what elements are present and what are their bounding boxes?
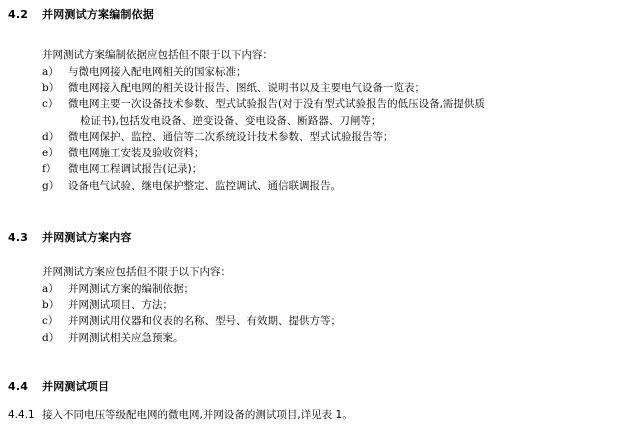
list-text: 微电网工程调试报告(记录)； bbox=[68, 163, 203, 176]
list-item bbox=[42, 313, 612, 329]
subclause-number: 4.4.1 bbox=[8, 409, 35, 421]
list-marker: a） bbox=[42, 65, 59, 78]
list-item bbox=[42, 80, 612, 96]
section-body-4-3 bbox=[8, 265, 612, 346]
list-marker: c） bbox=[42, 98, 59, 111]
list-text: 设备电气试验、继电保护整定、监控调试、通信联调报告。 bbox=[68, 179, 341, 192]
list-item bbox=[42, 64, 612, 80]
section-title: 并网测试项目 bbox=[42, 380, 110, 393]
section-body-4-4 bbox=[8, 408, 612, 424]
list-4-3 bbox=[8, 281, 612, 346]
list-marker: b） bbox=[42, 299, 60, 312]
list-marker: d） bbox=[42, 130, 60, 143]
list-text: 微电网保护、监控、通信等二次系统设计技术参数、型式试验报告等； bbox=[68, 130, 394, 143]
list-item bbox=[42, 96, 612, 129]
list-marker: d） bbox=[42, 331, 60, 344]
list-text: 微电网接入配电网的相关设计报告、图纸、说明书以及主要电气设备一览表； bbox=[68, 82, 425, 95]
list-item bbox=[42, 178, 612, 194]
section-title: 并网测试方案内容 bbox=[42, 231, 132, 244]
section-heading-4-3 bbox=[8, 229, 132, 245]
list-marker: c） bbox=[42, 315, 59, 328]
list-text-line1: 微电网主要一次设备技术参数、型式试验报告(对于没有型式试验报告的低压设备,需提供质 bbox=[68, 98, 485, 111]
section-number: 4.3 bbox=[8, 231, 29, 244]
section-heading-4-2 bbox=[8, 6, 154, 22]
list-marker: e） bbox=[42, 147, 59, 160]
list-text-line2: 检证书),包括发电设备、逆变设备、变电设备、断路器、刀闸等； bbox=[80, 114, 382, 127]
list-text: 并网测试相关应急预案。 bbox=[68, 331, 184, 344]
list-text bbox=[68, 96, 612, 129]
list-marker: b） bbox=[42, 82, 60, 95]
list-item bbox=[42, 297, 612, 313]
section-title: 并网测试方案编制依据 bbox=[42, 8, 154, 21]
list-text: 微电网施工安装及验收资料； bbox=[68, 147, 205, 160]
section-intro: 并网测试方案应包括但不限于以下内容： bbox=[42, 266, 231, 278]
list-text: 并网测试用仪器和仪表的名称、型号、有效期、提供方等； bbox=[68, 315, 341, 328]
section-intro: 并网测试方案编制依据应包括但不限于以下内容： bbox=[42, 49, 273, 61]
list-text: 并网测试项目、方法； bbox=[68, 299, 173, 312]
list-item bbox=[42, 129, 612, 145]
list-item bbox=[42, 330, 612, 346]
list-marker: f） bbox=[42, 163, 57, 176]
list-item bbox=[42, 161, 612, 177]
list-item bbox=[42, 281, 612, 297]
list-text: 与微电网接入配电网相关的国家标准； bbox=[68, 65, 247, 78]
section-number: 4.2 bbox=[8, 8, 29, 21]
list-4-2 bbox=[8, 64, 612, 194]
subclause-text: 接入不同电压等级配电网的微电网,并网设备的测试项目,详见表 1。 bbox=[42, 409, 353, 421]
section-heading-4-4 bbox=[8, 378, 109, 394]
subclause-4-4-1 bbox=[8, 408, 612, 424]
list-marker: a） bbox=[42, 282, 59, 295]
list-marker: g） bbox=[42, 179, 60, 192]
section-number: 4.4 bbox=[8, 380, 29, 393]
section-body-4-2 bbox=[8, 48, 612, 194]
list-text: 并网测试方案的编制依据； bbox=[68, 282, 194, 295]
list-item bbox=[42, 145, 612, 161]
